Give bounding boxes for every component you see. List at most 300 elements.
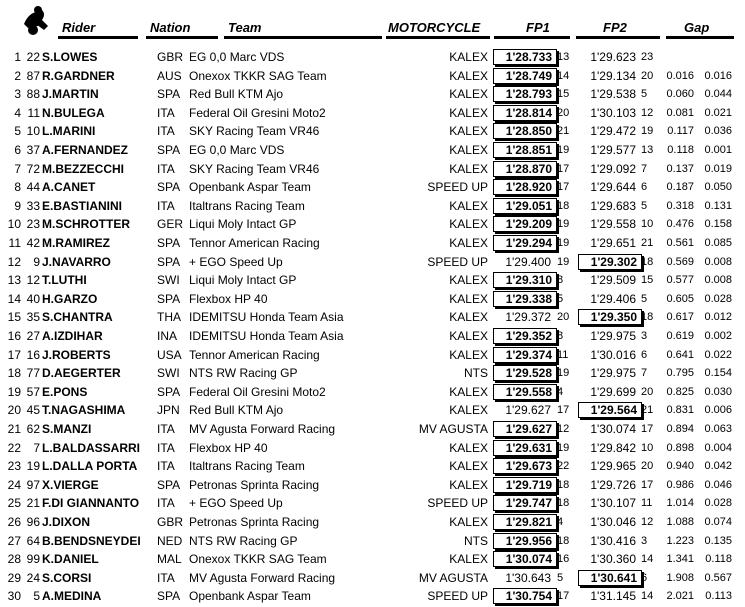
nation-cell: ITA	[157, 570, 175, 585]
position-cell: 7	[14, 161, 21, 176]
fp1-lap: 14	[557, 69, 570, 82]
gap-previous: 0.016	[704, 69, 732, 82]
fp2-lap: 14	[641, 553, 654, 566]
rider-name: A.FERNANDEZ	[42, 143, 128, 157]
table-row	[0, 105, 745, 123]
fp2-lap: 6	[641, 571, 648, 584]
position-cell: 2	[14, 68, 21, 83]
table-row	[0, 142, 745, 160]
table-row	[0, 458, 745, 476]
fp1-time: 1'29.627	[505, 403, 551, 418]
team-cell: Petronas Sprinta Racing	[189, 477, 320, 492]
number-cell: 62	[26, 422, 40, 436]
motorcycle-rider-icon	[18, 4, 50, 36]
fp2-time: 1'30.107	[590, 496, 636, 511]
motorcycle-cell: KALEX	[449, 291, 488, 306]
header-fp1: FP1	[526, 20, 550, 35]
fp2-lap: 5	[641, 88, 648, 101]
motorcycle-cell: SPEED UP	[427, 589, 488, 604]
fp1-lap: 19	[557, 144, 570, 156]
fp2-time: 1'29.644	[590, 180, 636, 195]
motorcycle-cell: SPEED UP	[427, 496, 488, 511]
fp2-time: 1'30.103	[590, 105, 636, 120]
gap-previous: 0.074	[704, 516, 732, 528]
fp2-lap: 21	[641, 404, 654, 417]
fp1-time: 1'29.719	[493, 477, 557, 493]
fp2-time: 1'29.842	[590, 440, 636, 455]
gap-first: 0.605	[666, 292, 694, 305]
motorcycle-cell: KALEX	[449, 515, 488, 529]
table-header	[0, 0, 745, 40]
fp2-lap: 12	[641, 516, 654, 528]
number-cell: 44	[26, 180, 40, 195]
table-row	[0, 161, 745, 179]
gap-previous: 0.030	[704, 385, 732, 398]
rider-name: J.DIXON	[42, 515, 91, 529]
number-cell: 96	[26, 515, 40, 529]
number-cell: 64	[26, 533, 40, 548]
nation-cell: GBR	[157, 515, 184, 529]
motorcycle-cell: KALEX	[449, 198, 488, 213]
fp1-time: 1'29.528	[493, 365, 557, 381]
rider-name: M.RAMIREZ	[42, 236, 110, 250]
fp1-time: 1'28.814	[493, 105, 557, 121]
gap-first: 0.619	[666, 330, 694, 342]
fp2-time: 1'29.538	[590, 87, 636, 102]
fp1-time: 1'29.372	[505, 310, 551, 325]
gap-first: 2.021	[666, 590, 694, 603]
motorcycle-cell: KALEX	[449, 329, 488, 343]
team-cell: + EGO Speed Up	[189, 496, 283, 511]
team-cell: Openbank Aspar Team	[189, 589, 311, 604]
table-row	[0, 402, 745, 420]
gap-previous: 0.001	[704, 144, 732, 156]
team-cell: EG 0,0 Marc VDS	[189, 50, 285, 64]
fp1-time: 1'29.209	[493, 216, 557, 232]
gap-previous: 0.036	[704, 125, 732, 138]
fp1-lap: 5	[557, 571, 564, 584]
motorcycle-cell: MV AGUSTA	[418, 570, 488, 585]
fp1-lap: 19	[557, 218, 570, 231]
position-cell: 9	[14, 198, 21, 213]
fp2-time: 1'29.472	[590, 124, 636, 139]
fp1-time: 1'29.673	[493, 458, 557, 474]
fp1-lap: 11	[557, 348, 569, 361]
fp1-time: 1'28.851	[493, 142, 557, 158]
position-cell: 23	[7, 459, 21, 474]
rider-name: S.MANZI	[42, 422, 92, 436]
nation-cell: ITA	[157, 198, 175, 213]
gap-previous: 0.028	[704, 292, 732, 305]
nation-cell: NED	[157, 533, 183, 548]
fp2-time: 1'29.564	[578, 402, 642, 418]
gap-first: 0.577	[666, 274, 694, 287]
number-cell: 33	[26, 198, 40, 213]
position-cell: 13	[7, 273, 21, 288]
team-cell: MV Agusta Forward Racing	[189, 570, 336, 585]
rider-name: E.BASTIANINI	[42, 198, 123, 213]
gap-first: 1.341	[666, 553, 694, 566]
fp2-time: 1'30.016	[590, 347, 636, 362]
nation-cell: SPA	[157, 180, 181, 195]
motorcycle-cell: KALEX	[449, 236, 488, 250]
team-cell: EG 0,0 Marc VDS	[189, 143, 285, 157]
fp1-time: 1'30.074	[493, 551, 557, 567]
gap-first: 0.318	[666, 199, 694, 212]
fp1-lap: 20	[557, 311, 570, 324]
fp1-lap: 16	[557, 553, 570, 566]
nation-cell: SPA	[157, 236, 181, 250]
gap-previous: 0.006	[704, 404, 732, 417]
rider-name: F.DI GIANNANTO	[42, 496, 140, 511]
header-underline-nation	[146, 36, 218, 39]
gap-previous: 0.063	[704, 423, 732, 435]
gap-first: 0.187	[666, 181, 694, 194]
motorcycle-cell: KALEX	[449, 384, 488, 399]
number-cell: 72	[26, 161, 40, 176]
position-cell: 17	[7, 347, 21, 362]
team-cell: SKY Racing Team VR46	[189, 161, 320, 176]
header-motorcycle: MOTORCYCLE	[388, 20, 481, 35]
fp2-time: 1'29.683	[590, 198, 636, 213]
fp1-lap: 18	[557, 199, 570, 212]
gap-first: 0.986	[666, 478, 694, 491]
rider-name: A.MEDINA	[42, 589, 102, 604]
fp2-time: 1'29.651	[590, 236, 636, 250]
fp2-lap: 18	[641, 311, 654, 324]
header-fp2: FP2	[603, 20, 627, 35]
position-cell: 20	[7, 403, 21, 418]
fp1-time: 1'30.643	[505, 570, 551, 585]
number-cell: 9	[33, 254, 40, 269]
table-row	[0, 216, 745, 234]
nation-cell: GER	[157, 217, 184, 232]
fp2-time: 1'30.416	[590, 533, 636, 548]
gap-previous: 0.085	[704, 237, 732, 249]
gap-first: 0.137	[666, 162, 694, 175]
table-row	[0, 533, 745, 551]
nation-cell: ITA	[157, 422, 175, 436]
position-cell: 5	[14, 124, 21, 139]
fp1-lap: 19	[557, 255, 570, 268]
fp1-lap: 17	[557, 181, 570, 194]
fp2-lap: 11	[641, 497, 653, 510]
position-cell: 15	[7, 310, 21, 325]
motorcycle-cell: KALEX	[449, 143, 488, 157]
number-cell: 77	[26, 366, 40, 381]
position-cell: 6	[14, 143, 21, 157]
motorcycle-cell: KALEX	[449, 87, 488, 102]
gap-previous: 0.158	[704, 218, 732, 231]
table-row	[0, 570, 745, 588]
nation-cell: THA	[157, 310, 181, 325]
number-cell: 35	[26, 310, 40, 325]
gap-previous: 0.022	[704, 348, 732, 361]
nation-cell: GBR	[157, 50, 184, 64]
gap-previous: 0.012	[704, 311, 732, 324]
position-cell: 1	[14, 50, 21, 64]
fp1-time: 1'28.793	[493, 86, 557, 102]
nation-cell: SPA	[157, 143, 181, 157]
rider-name: A.CANET	[42, 180, 96, 195]
rider-name: M.BEZZECCHI	[42, 161, 124, 176]
motorcycle-cell: NTS	[464, 366, 488, 381]
gap-first: 0.561	[666, 237, 694, 249]
table-row	[0, 495, 745, 513]
team-cell: Flexbox HP 40	[189, 440, 268, 455]
table-row	[0, 235, 745, 253]
gap-previous: 0.008	[704, 255, 732, 268]
rider-name: S.CORSI	[42, 570, 92, 585]
position-cell: 8	[14, 180, 21, 195]
nation-cell: ITA	[157, 161, 175, 176]
number-cell: 99	[26, 552, 40, 567]
motorcycle-cell: MV AGUSTA	[418, 422, 488, 436]
number-cell: 57	[26, 384, 40, 399]
fp1-lap: 22	[557, 460, 570, 473]
fp1-lap: 15	[557, 88, 570, 101]
nation-cell: ITA	[157, 124, 175, 139]
fp2-lap: 3	[641, 330, 648, 342]
team-cell: Red Bull KTM Ajo	[189, 403, 284, 418]
fp2-time: 1'29.726	[590, 477, 636, 492]
team-cell: Italtrans Racing Team	[189, 459, 305, 474]
header-underline-team	[224, 36, 382, 39]
team-cell: Onexox TKKR SAG Team	[189, 552, 327, 567]
header-underline-fp2	[576, 36, 660, 39]
number-cell: 16	[26, 347, 40, 362]
nation-cell: AUS	[157, 68, 182, 83]
gap-previous: 0.118	[705, 553, 732, 566]
rider-name: X.VIERGE	[42, 477, 99, 492]
rider-name: E.PONS	[42, 384, 88, 399]
fp2-lap: 6	[641, 348, 648, 361]
rider-name: J.MARTIN	[42, 87, 99, 102]
position-cell: 16	[7, 329, 21, 343]
position-cell: 14	[7, 291, 21, 306]
position-cell: 19	[7, 384, 21, 399]
fp1-time: 1'29.352	[493, 328, 557, 344]
fp2-lap: 13	[641, 144, 654, 156]
table-row	[0, 588, 745, 606]
gap-first: 1.908	[666, 571, 694, 584]
gap-first: 0.569	[666, 255, 694, 268]
table-row	[0, 309, 745, 327]
rider-name: N.BULEGA	[42, 105, 105, 120]
fp2-lap: 17	[641, 478, 654, 491]
fp2-time: 1'30.046	[590, 515, 636, 529]
rider-name: J.NAVARRO	[42, 254, 111, 269]
gap-first: 0.894	[666, 423, 694, 435]
gap-previous: 0.050	[704, 181, 732, 194]
number-cell: 12	[26, 273, 40, 288]
table-row	[0, 477, 745, 495]
fp2-lap: 12	[641, 106, 654, 119]
number-cell: 19	[26, 459, 40, 474]
gap-previous: 0.008	[704, 274, 732, 287]
number-cell: 88	[26, 87, 40, 102]
nation-cell: ITA	[157, 496, 175, 511]
position-cell: 27	[7, 533, 21, 548]
number-cell: 23	[26, 217, 40, 232]
gap-previous: 0.046	[704, 478, 732, 491]
gap-previous: 0.044	[704, 88, 732, 101]
team-cell: + EGO Speed Up	[189, 254, 283, 269]
fp2-lap: 5	[641, 199, 648, 212]
rider-name: T.NAGASHIMA	[42, 403, 126, 418]
gap-previous: 0.019	[704, 162, 732, 175]
fp2-time: 1'29.975	[590, 329, 636, 343]
fp2-lap: 10	[641, 441, 654, 454]
table-row	[0, 365, 745, 383]
table-row	[0, 421, 745, 439]
team-cell: NTS RW Racing GP	[189, 366, 298, 381]
gap-previous: 0.004	[704, 441, 732, 454]
number-cell: 45	[26, 403, 40, 418]
team-cell: Tennor American Racing	[189, 347, 320, 362]
motorcycle-cell: KALEX	[449, 161, 488, 176]
table-row	[0, 347, 745, 365]
fp2-lap: 23	[641, 51, 654, 63]
nation-cell: ITA	[157, 440, 175, 455]
fp1-time: 1'29.956	[493, 533, 557, 549]
nation-cell: SPA	[157, 87, 181, 102]
position-cell: 28	[7, 552, 21, 567]
fp1-time: 1'29.558	[493, 384, 557, 400]
number-cell: 37	[26, 143, 40, 157]
rider-name: J.ROBERTS	[42, 347, 111, 362]
gap-previous: 0.154	[704, 367, 732, 380]
number-cell: 22	[26, 50, 40, 64]
position-cell: 12	[7, 254, 21, 269]
fp1-lap: 13	[557, 51, 570, 63]
fp2-time: 1'30.360	[590, 552, 636, 567]
fp2-lap: 14	[641, 590, 654, 603]
rider-name: M.SCHROTTER	[42, 217, 130, 232]
team-cell: Onexox TKKR SAG Team	[189, 68, 327, 83]
rider-name: B.BENDSNEYDEI	[42, 533, 141, 548]
fp2-lap: 7	[641, 162, 648, 175]
position-cell: 29	[7, 570, 21, 585]
team-cell: Tennor American Racing	[189, 236, 320, 250]
nation-cell: INA	[157, 329, 178, 343]
fp1-time: 1'28.850	[493, 123, 557, 139]
table-row	[0, 514, 745, 532]
fp2-time: 1'29.302	[578, 254, 642, 270]
team-cell: Red Bull KTM Ajo	[189, 87, 284, 102]
fp2-time: 1'30.641	[578, 570, 642, 586]
fp1-time: 1'29.631	[493, 440, 557, 456]
fp1-lap: 5	[557, 292, 564, 305]
rider-name: H.GARZO	[42, 291, 98, 306]
nation-cell: MAL	[157, 552, 182, 567]
fp2-lap: 15	[641, 274, 654, 287]
header-gap: Gap	[684, 20, 710, 35]
fp1-time: 1'29.051	[493, 198, 557, 214]
gap-first: 0.940	[666, 460, 694, 473]
table-row	[0, 272, 745, 290]
gap-first: 0.118	[667, 144, 694, 156]
gap-previous: 0.567	[704, 571, 732, 584]
fp2-time: 1'29.350	[578, 309, 642, 325]
motorcycle-cell: KALEX	[449, 217, 488, 232]
rider-name: S.LOWES	[42, 50, 98, 64]
gap-previous: 0.113	[705, 590, 732, 603]
rider-name: R.GARDNER	[42, 68, 115, 83]
motorcycle-cell: KALEX	[449, 552, 488, 567]
gap-previous: 0.131	[704, 199, 732, 212]
gap-previous: 0.021	[704, 106, 732, 119]
nation-cell: JPN	[157, 403, 180, 418]
gap-previous: 0.135	[704, 534, 732, 547]
fp2-lap: 19	[641, 125, 654, 138]
table-row	[0, 291, 745, 309]
nation-cell: SPA	[157, 291, 181, 306]
gap-first: 0.825	[666, 385, 694, 398]
motorcycle-cell: KALEX	[449, 273, 488, 288]
number-cell: 27	[26, 329, 40, 343]
motorcycle-cell: KALEX	[449, 310, 488, 325]
motorcycle-cell: KALEX	[449, 68, 488, 83]
fp1-time: 1'28.920	[493, 179, 557, 195]
fp1-lap: 4	[557, 516, 564, 528]
fp1-time: 1'29.627	[493, 421, 557, 437]
team-cell: Italtrans Racing Team	[189, 198, 305, 213]
fp2-lap: 20	[641, 69, 654, 82]
rider-name: L.DALLA PORTA	[42, 459, 138, 474]
fp2-lap: 5	[641, 292, 648, 305]
nation-cell: SWI	[157, 366, 180, 381]
position-cell: 24	[7, 477, 21, 492]
team-cell: NTS RW Racing GP	[189, 533, 298, 548]
gap-first: 1.223	[666, 534, 694, 547]
position-cell: 25	[7, 496, 21, 511]
team-cell: IDEMITSU Honda Team Asia	[189, 310, 344, 325]
fp2-lap: 7	[641, 367, 648, 380]
gap-previous: 0.028	[704, 497, 732, 510]
header-team: Team	[228, 20, 262, 35]
fp2-time: 1'31.145	[590, 589, 636, 604]
fp1-lap: 19	[557, 367, 570, 380]
rider-name: D.AEGERTER	[42, 366, 121, 381]
fp1-time: 1'28.733	[493, 49, 557, 65]
position-cell: 3	[14, 87, 21, 102]
motorcycle-cell: KALEX	[449, 477, 488, 492]
table-row	[0, 198, 745, 216]
fp2-lap: 17	[641, 423, 654, 435]
position-cell: 30	[7, 589, 21, 604]
motorcycle-cell: KALEX	[449, 459, 488, 474]
fp2-time: 1'29.509	[590, 273, 636, 288]
fp1-time: 1'28.870	[493, 161, 557, 177]
fp2-lap: 3	[641, 534, 648, 547]
header-nation: Nation	[150, 20, 191, 35]
team-cell: Federal Oil Gresini Moto2	[189, 384, 326, 399]
fp2-time: 1'29.134	[590, 68, 636, 83]
table-row	[0, 49, 745, 67]
nation-cell: USA	[157, 347, 182, 362]
fp1-lap: 4	[557, 385, 564, 398]
fp1-lap: 18	[557, 534, 570, 547]
fp1-time: 1'28.749	[493, 68, 557, 84]
team-cell: Liqui Moly Intact GP	[189, 217, 297, 232]
nation-cell: SPA	[157, 589, 181, 604]
fp1-time: 1'29.400	[505, 254, 551, 269]
gap-first: 0.641	[666, 348, 694, 361]
fp1-time: 1'29.310	[493, 272, 557, 288]
gap-first: 0.117	[667, 125, 694, 138]
table-row	[0, 440, 745, 458]
